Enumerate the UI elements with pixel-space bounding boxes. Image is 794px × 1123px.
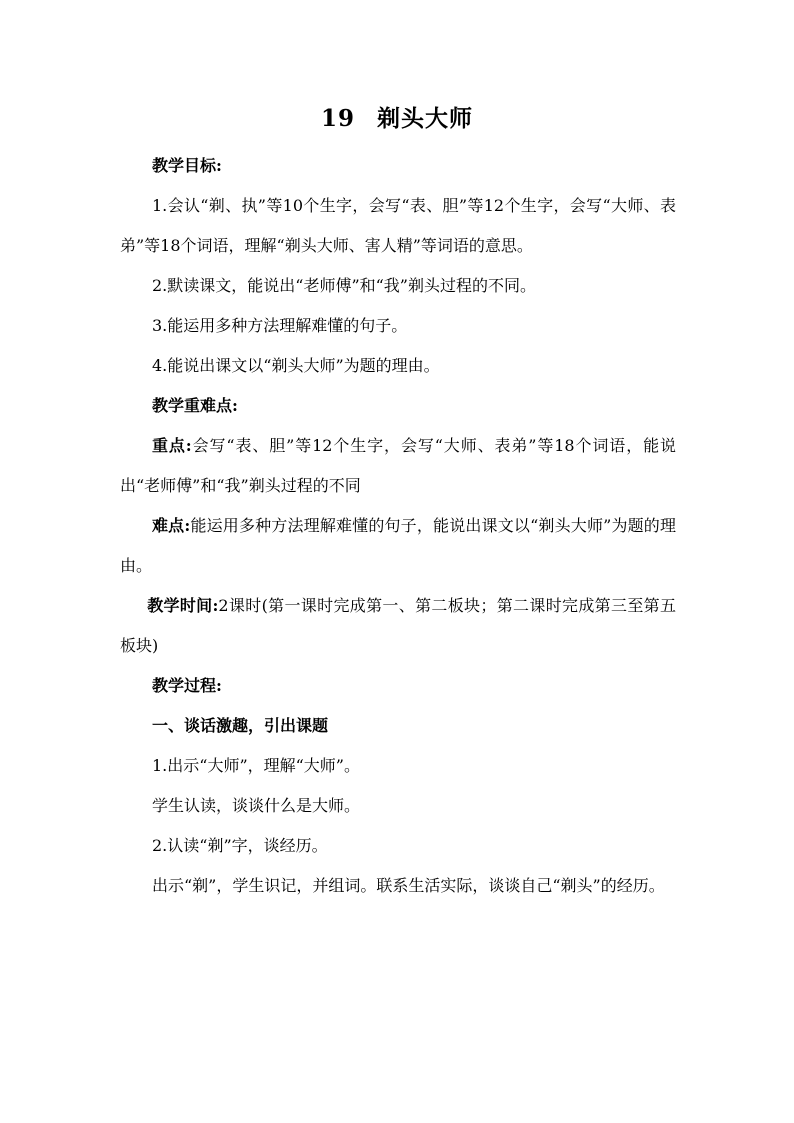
key-point-label: 重点: <box>152 436 192 455</box>
objective-item: 1.会认“剃、执”等10个生字，会写“表、胆”等12个生字，会写“大师、表弟”等18个词语，理解“剃头大师、害人精”等词语的意思。 <box>120 196 676 255</box>
teaching-time-label: 教学时间: <box>147 596 219 615</box>
lesson-title: 剃头大师 <box>377 105 473 132</box>
teaching-time <box>120 586 676 666</box>
document-body <box>120 146 676 906</box>
objective-item: 3.能运用多种方法理解难懂的句子。 <box>152 316 408 335</box>
process-line: 出示“剃”，学生识记，并组词。联系生活实际，谈谈自己“剃头”的经历。 <box>152 876 665 895</box>
process-line: 1.出示“大师”，理解“大师”。 <box>152 756 360 775</box>
lesson-number: 19 <box>320 105 355 132</box>
keypoints-heading: 教学重难点: <box>152 396 238 415</box>
difficult-point-text: 能运用多种方法理解难懂的句子，能说出课文以“剃头大师”为题的理由。 <box>120 516 676 575</box>
objective-item: 2.默读课文，能说出“老师傅”和“我”剃头过程的不同。 <box>152 276 536 295</box>
key-point <box>120 426 676 506</box>
objectives-heading: 教学目标: <box>152 156 222 175</box>
key-point-text: 会写“表、胆”等12个生字，会写“大师、表弟”等18个词语，能说出“老师傅”和“我”剃头过程的不同 <box>120 436 676 495</box>
process-heading: 教学过程: <box>152 676 222 695</box>
objective-item: 4.能说出课文以“剃头大师”为题的理由。 <box>152 356 440 375</box>
page-title <box>0 100 794 133</box>
difficult-point-label: 难点: <box>152 516 191 535</box>
difficult-point <box>120 506 676 586</box>
process-line: 学生认读，谈谈什么是大师。 <box>152 796 361 815</box>
teaching-time-text: 2课时(第一课时完成第一、第二板块；第二课时完成第三至第五板块) <box>120 596 676 655</box>
process-line: 2.认读“剃”字，谈经历。 <box>152 836 328 855</box>
section-heading: 一、谈话激趣，引出课题 <box>152 716 329 735</box>
